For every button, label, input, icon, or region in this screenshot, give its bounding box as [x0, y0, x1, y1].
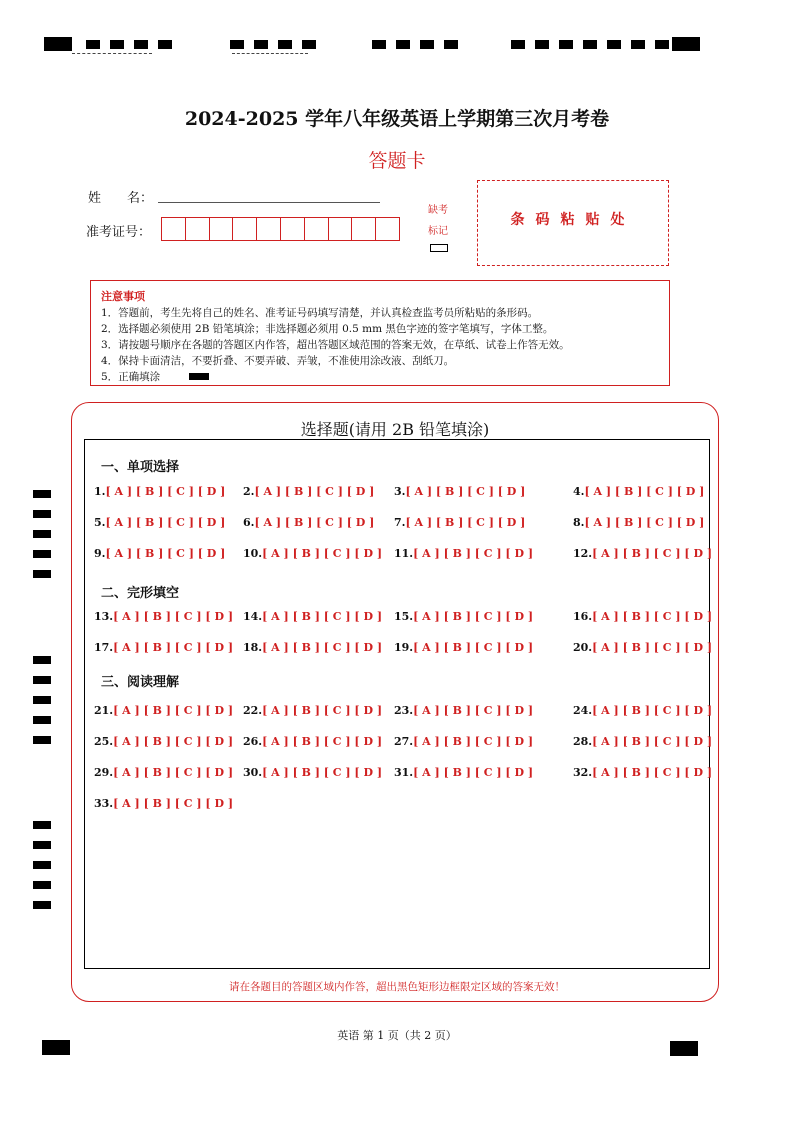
- answer-options[interactable]: [ A ] [ B ] [ C ] [ D ]: [262, 704, 383, 717]
- category-title: 三、阅读理解: [101, 675, 180, 690]
- question-item[interactable]: [573, 704, 712, 717]
- page-title: 2024-2025 学年八年级英语上学期第三次月考卷: [184, 108, 610, 130]
- notice-item: 5．正确填涂: [101, 371, 161, 383]
- timing-mark: [134, 40, 148, 49]
- notice-box: [90, 280, 670, 386]
- question-item[interactable]: [243, 610, 382, 623]
- notice-item: 1．答题前，考生先将自己的姓名、准考证号码填写清楚，并认真检查监考员所粘贴的条形码。: [101, 307, 539, 319]
- side-mark: [33, 696, 51, 704]
- question-item[interactable]: [573, 516, 704, 529]
- question-number: 15.: [394, 610, 414, 623]
- timing-mark: [230, 40, 244, 49]
- side-mark: [33, 656, 51, 664]
- answer-options[interactable]: [ A ] [ B ] [ C ] [ D ]: [254, 516, 375, 529]
- timing-mark: [672, 37, 700, 51]
- question-item[interactable]: [394, 766, 533, 779]
- barcode-area: [477, 180, 669, 266]
- question-item[interactable]: [243, 735, 382, 748]
- question-item[interactable]: [243, 516, 374, 529]
- question-item[interactable]: [243, 485, 374, 498]
- side-mark: [33, 881, 51, 889]
- answer-options[interactable]: [ A ] [ B ] [ C ] [ D ]: [592, 641, 713, 654]
- question-number: 6.: [243, 516, 255, 529]
- question-number: 13.: [94, 610, 114, 623]
- name-field[interactable]: [158, 202, 380, 203]
- timing-underline: [72, 53, 152, 54]
- timing-mark: [511, 40, 525, 49]
- answer-options[interactable]: [ A ] [ B ] [ C ] [ D ]: [262, 641, 383, 654]
- question-item[interactable]: [94, 735, 233, 748]
- absent-label: 标记: [428, 226, 448, 237]
- answer-options[interactable]: [ A ] [ B ] [ C ] [ D ]: [413, 766, 534, 779]
- question-item[interactable]: [94, 766, 233, 779]
- question-item[interactable]: [94, 610, 233, 623]
- question-number: 27.: [394, 735, 414, 748]
- timing-mark: [583, 40, 597, 49]
- side-mark: [33, 841, 51, 849]
- timing-mark: [655, 40, 669, 49]
- answer-options[interactable]: [ A ] [ B ] [ C ] [ D ]: [262, 547, 383, 560]
- question-number: 16.: [573, 610, 593, 623]
- answer-options[interactable]: [ A ] [ B ] [ C ] [ D ]: [113, 610, 234, 623]
- question-item[interactable]: [573, 735, 712, 748]
- question-item[interactable]: [94, 516, 225, 529]
- answer-options[interactable]: [ A ] [ B ] [ C ] [ D ]: [113, 766, 234, 779]
- question-item[interactable]: [573, 610, 712, 623]
- question-number: 12.: [573, 547, 593, 560]
- side-mark: [33, 821, 51, 829]
- question-item[interactable]: [394, 516, 525, 529]
- answer-options[interactable]: [ A ] [ B ] [ C ] [ D ]: [262, 735, 383, 748]
- timing-mark: [535, 40, 549, 49]
- notice-item: 4．保持卡面清洁，不要折叠、不要弄破、弄皱，不准使用涂改液、刮纸刀。: [101, 355, 455, 367]
- timing-mark: [396, 40, 410, 49]
- answer-options[interactable]: [ A ] [ B ] [ C ] [ D ]: [584, 516, 705, 529]
- question-number: 33.: [94, 797, 114, 810]
- question-number: 7.: [394, 516, 406, 529]
- timing-mark: [278, 40, 292, 49]
- timing-mark: [631, 40, 645, 49]
- side-mark: [33, 901, 51, 909]
- answer-options[interactable]: [ A ] [ B ] [ C ] [ D ]: [113, 735, 234, 748]
- notice-item: 3．请按题号顺序在各题的答题区内作答，超出答题区域范围的答案无效，在草纸、试卷上作答无效。: [101, 339, 570, 351]
- timing-underline: [232, 53, 308, 54]
- answer-options[interactable]: [ A ] [ B ] [ C ] [ D ]: [105, 547, 226, 560]
- question-number: 31.: [394, 766, 414, 779]
- question-item[interactable]: [573, 641, 712, 654]
- answer-options[interactable]: [ A ] [ B ] [ C ] [ D ]: [592, 547, 713, 560]
- question-number: 9.: [94, 547, 106, 560]
- answer-options[interactable]: [ A ] [ B ] [ C ] [ D ]: [413, 735, 534, 748]
- question-item[interactable]: [94, 485, 225, 498]
- timing-mark: [420, 40, 434, 49]
- question-item[interactable]: [394, 735, 533, 748]
- question-number: 26.: [243, 735, 263, 748]
- question-item[interactable]: [394, 704, 533, 717]
- side-mark: [33, 550, 51, 558]
- question-number: 3.: [394, 485, 406, 498]
- question-number: 19.: [394, 641, 414, 654]
- side-mark: [33, 570, 51, 578]
- timing-mark: [607, 40, 621, 49]
- question-item[interactable]: [243, 766, 382, 779]
- question-number: 2.: [243, 485, 255, 498]
- answer-options[interactable]: [ A ] [ B ] [ C ] [ D ]: [592, 766, 713, 779]
- question-number: 17.: [94, 641, 114, 654]
- side-mark: [33, 490, 51, 498]
- answer-options[interactable]: [ A ] [ B ] [ C ] [ D ]: [254, 485, 375, 498]
- notice-item: 2．选择题必须使用 2B 铅笔填涂；非选择题必须用 0.5 mm 黑色字迹的签字笔填写，字体工整。: [101, 323, 554, 335]
- question-item[interactable]: [394, 547, 533, 560]
- answer-options[interactable]: [ A ] [ B ] [ C ] [ D ]: [262, 766, 383, 779]
- question-item[interactable]: [94, 547, 225, 560]
- side-mark: [33, 736, 51, 744]
- answer-options[interactable]: [ A ] [ B ] [ C ] [ D ]: [113, 797, 234, 810]
- question-item[interactable]: [243, 547, 382, 560]
- answer-options[interactable]: [ A ] [ B ] [ C ] [ D ]: [592, 735, 713, 748]
- question-number: 23.: [394, 704, 414, 717]
- question-number: 24.: [573, 704, 593, 717]
- notice-title: 注意事项: [101, 290, 145, 303]
- answer-options[interactable]: [ A ] [ B ] [ C ] [ D ]: [105, 516, 226, 529]
- question-number: 32.: [573, 766, 593, 779]
- question-item[interactable]: [94, 641, 233, 654]
- page-footer: 英语 第 1 页（共 2 页）: [337, 1029, 457, 1042]
- timing-mark: [44, 37, 72, 51]
- timing-mark: [444, 40, 458, 49]
- answer-options[interactable]: [ A ] [ B ] [ C ] [ D ]: [584, 485, 705, 498]
- answer-options[interactable]: [ A ] [ B ] [ C ] [ D ]: [113, 641, 234, 654]
- side-mark: [33, 861, 51, 869]
- question-number: 28.: [573, 735, 593, 748]
- name-label: 姓 名：: [88, 191, 154, 206]
- absent-checkbox[interactable]: [430, 244, 448, 252]
- question-number: 22.: [243, 704, 263, 717]
- question-item[interactable]: [243, 704, 382, 717]
- question-item[interactable]: [243, 641, 382, 654]
- question-item[interactable]: [573, 547, 712, 560]
- question-number: 30.: [243, 766, 263, 779]
- fill-sample-mark: [189, 373, 209, 380]
- timing-mark: [158, 40, 172, 49]
- question-item[interactable]: [573, 766, 712, 779]
- question-number: 1.: [94, 485, 106, 498]
- question-number: 10.: [243, 547, 263, 560]
- notice-item-fill: [101, 369, 160, 384]
- question-number: 5.: [94, 516, 106, 529]
- absent-label: 缺考: [428, 205, 448, 216]
- answer-options[interactable]: [ A ] [ B ] [ C ] [ D ]: [113, 704, 234, 717]
- timing-mark: [559, 40, 573, 49]
- corner-mark: [670, 1041, 698, 1056]
- answer-options[interactable]: [ A ] [ B ] [ C ] [ D ]: [262, 610, 383, 623]
- side-mark: [33, 676, 51, 684]
- answer-options[interactable]: [ A ] [ B ] [ C ] [ D ]: [592, 610, 713, 623]
- answer-options[interactable]: [ A ] [ B ] [ C ] [ D ]: [413, 704, 534, 717]
- question-number: 14.: [243, 610, 263, 623]
- question-item[interactable]: [394, 641, 533, 654]
- question-number: 18.: [243, 641, 263, 654]
- question-number: 21.: [94, 704, 114, 717]
- question-item[interactable]: [94, 704, 233, 717]
- answer-options[interactable]: [ A ] [ B ] [ C ] [ D ]: [413, 610, 534, 623]
- question-item[interactable]: [394, 610, 533, 623]
- question-item[interactable]: [394, 485, 525, 498]
- id-number-grid[interactable]: [161, 217, 400, 241]
- id-label: 准考证号：: [86, 225, 152, 240]
- answer-options[interactable]: [ A ] [ B ] [ C ] [ D ]: [592, 704, 713, 717]
- timing-mark: [372, 40, 386, 49]
- question-number: 11.: [394, 547, 414, 560]
- question-item[interactable]: [94, 797, 233, 810]
- page-subtitle: 答题卡: [368, 150, 426, 172]
- question-number: 25.: [94, 735, 114, 748]
- side-mark: [33, 510, 51, 518]
- answer-options[interactable]: [ A ] [ B ] [ C ] [ D ]: [405, 516, 526, 529]
- category-title: 一、单项选择: [101, 460, 180, 475]
- question-number: 4.: [573, 485, 585, 498]
- section-title: 选择题(请用 2B 铅笔填涂): [300, 420, 490, 439]
- category-title: 二、完形填空: [101, 586, 180, 601]
- timing-mark: [302, 40, 316, 49]
- answer-options[interactable]: [ A ] [ B ] [ C ] [ D ]: [413, 641, 534, 654]
- warning-text: 请在各题目的答题区域内作答，超出黑色矩形边框限定区域的答案无效！: [229, 981, 565, 993]
- question-item[interactable]: [573, 485, 704, 498]
- side-mark: [33, 530, 51, 538]
- question-number: 20.: [573, 641, 593, 654]
- question-number: 8.: [573, 516, 585, 529]
- timing-mark: [110, 40, 124, 49]
- side-mark: [33, 716, 51, 724]
- barcode-label: 条码粘贴处: [510, 212, 636, 228]
- question-number: 29.: [94, 766, 114, 779]
- answer-options[interactable]: [ A ] [ B ] [ C ] [ D ]: [105, 485, 226, 498]
- answer-options[interactable]: [ A ] [ B ] [ C ] [ D ]: [413, 547, 534, 560]
- answer-options[interactable]: [ A ] [ B ] [ C ] [ D ]: [405, 485, 526, 498]
- timing-mark: [86, 40, 100, 49]
- timing-mark: [254, 40, 268, 49]
